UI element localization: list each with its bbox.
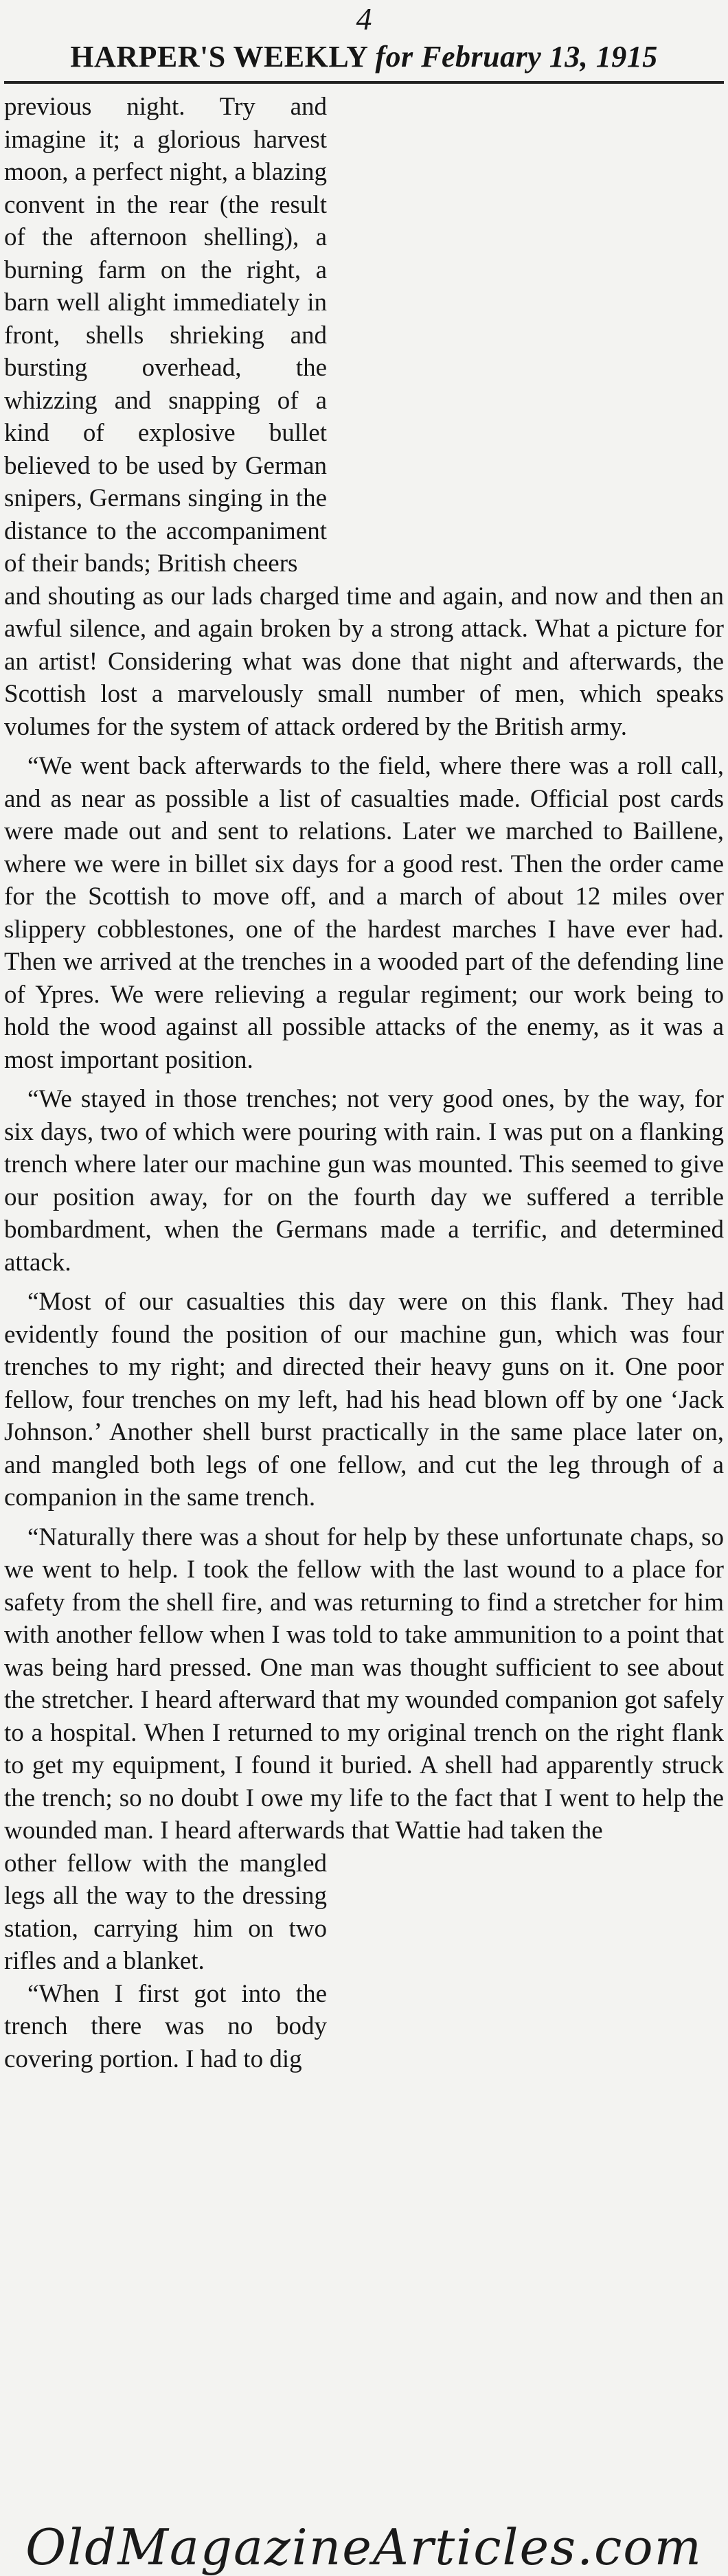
issue-date: February 13, 1915 (421, 40, 658, 73)
paragraph-4: “Most of our casualties this day were on this flank. They had evidently found the position of our machine gun, which was four trenches to my right; and directed their heavy guns on it. One poor fellow, four trenches on my left, had his head blown off by one ‘Jack Johnson.’ Another shell burst practically in the same place later on, and mangled both legs of one fellow, and cut the leg through of a companion in the same trench. (4, 1288, 724, 1512)
paragraph-6-narrow: “When I first got into the trench there was no body covering portion. I had to dig (4, 1979, 327, 2073)
for-word: for (375, 40, 413, 73)
paragraph-5-narrow-end: other fellow with the mangled legs all the way to the dressing station, carrying him on two rifles and a blanket. (4, 1849, 327, 1975)
paragraph-2: “We went back afterwards to the field, where there was a roll call, and as near as possible a list of casualties made. Official post cards were made out and sent to relations. Later we marched to Baillene, where we were in billet six days for a good rest. Then the order came for the Scottish to move off, and a march of about 12 miles over slippery cobblestones, one of the hardest marches I have ever had. Then we arrived at the trenches in a wooded part of the defending line of Ypres. We were relieving a regular regiment; our work being to hold the wood against all possible attacks of the enemy, as it was a most important position. (4, 752, 724, 1074)
page-number: 4 (356, 1, 372, 36)
header-rule (4, 81, 724, 84)
paragraph-3: “We stayed in those trenches; not very good ones, by the way, for six days, two of which were pouring with rain. I was put on a flanking trench where later our machine gun was mounted. This seemed to give our position away, for on the fourth day we suffered a terrible bombardment, when the Germans made a terrific, and determined attack. (4, 1085, 724, 1277)
paragraph-1-narrow-column: previous night. Try and imagine it; a glorious harvest moon, a perfect night, a blazing convent in the rear (the result of the afternoon shelling), a burning farm on the right, a barn well alight immediately in front, shells shrieking and bursting overhead, the whizzing and snapping of a kind of explosive bullet believed to be used by German snipers, Germans singing in the distance to the accompaniment of their bands; British cheers (4, 93, 327, 578)
article-body (4, 91, 724, 2082)
watermark-banner: OldMagazineArticles.com (25, 2518, 703, 2576)
paragraph-1-continued: and shouting as our lads charged time and again, and now and then an awful silence, and again broken by a strong attack. What a picture for an artist! Considering what was done that night and afterwards, the Scottish lost a marvelously small number of men, which speaks volumes for the system of attack ordered by the British army. (4, 582, 724, 741)
running-head (0, 37, 728, 77)
paragraph-5: “Naturally there was a shout for help by these unfortunate chaps, so we went to help. I took the fellow with the last wound to a place for safety from the shell fire, and was returning to find a stretcher for him with another fellow when I was told to take ammunition to a point that was being hard pressed. One man was thought sufficient to see about the stretcher. I heard afterward that my wounded companion got safely to a hospital. When I returned to my original trench on the right flank to get my equipment, I found it buried. A shell had apparently struck the trench; so no doubt I owe my life to the fact that I went to help the wounded man. I heard afterwards that Wattie had taken the (4, 1523, 724, 1845)
publication-name: HARPER'S WEEKLY (70, 40, 367, 73)
